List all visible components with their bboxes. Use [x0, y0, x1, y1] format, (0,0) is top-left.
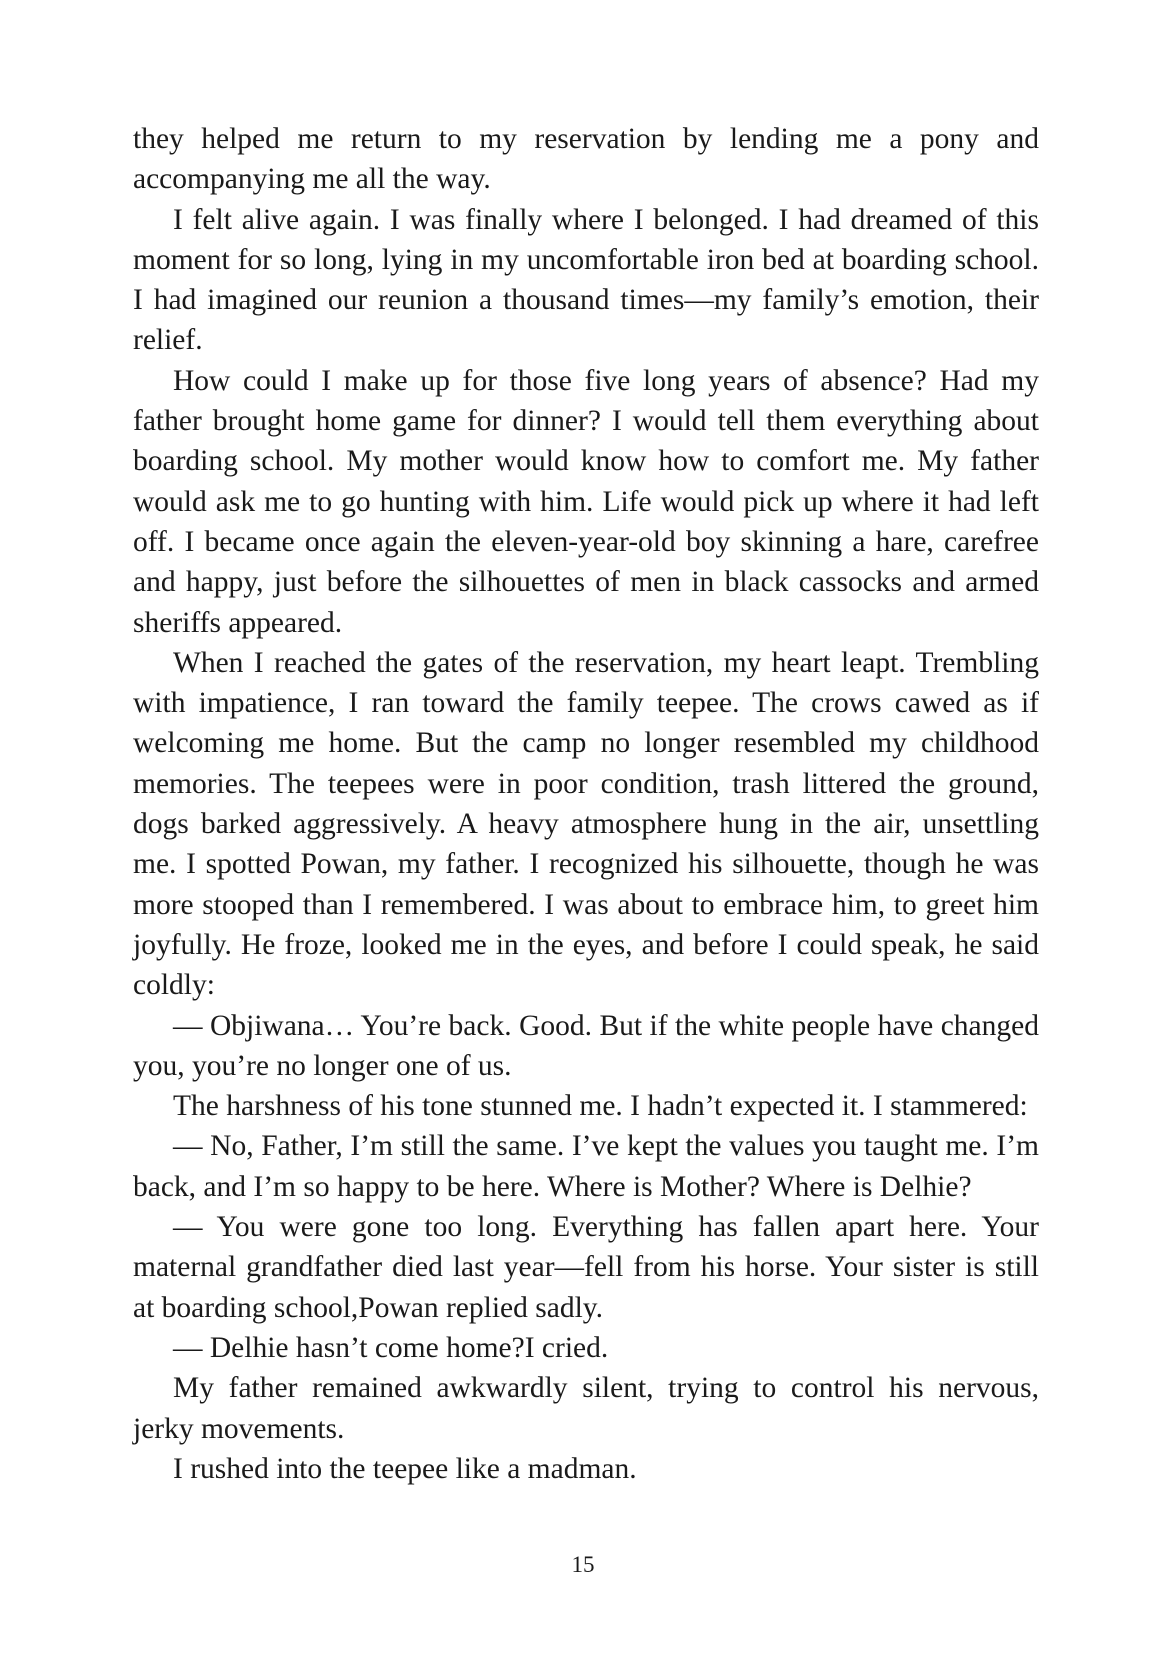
- page-number: 15: [571, 1552, 595, 1577]
- dialogue-paragraph: — No, Father, I’m still the same. I’ve kept the values you taught me. I’m back, and I’m so happy to be here. Where is Mother? Where is Delhie?: [133, 1130, 1039, 1203]
- body-text: [133, 119, 1039, 1489]
- dialogue-paragraph: — You were gone too long. Everything has fallen apart here. Your maternal grandfather died last year—fell from his horse. Your sister is still at boarding school,Powan replied sadly.: [133, 1211, 1039, 1324]
- paragraph: My father remained awkwardly silent, trying to control his nervous, jerky movements.: [133, 1372, 1039, 1445]
- paragraph-continuation: they helped me return to my reservation by lending me a pony and accompanying me all the way.: [133, 123, 1039, 196]
- paragraph: I rushed into the teepee like a madman.: [173, 1452, 637, 1485]
- paragraph: How could I make up for those five long years of absence? Had my father brought home game for dinner? I would tell them everything about boarding school. My mother would know how to comfort me. My father would ask me to go hunting with him. Life would pick up where it had left off. I became once again the eleven-year-old boy skinning a hare, carefree and happy, just before the silhouettes of men in black cassocks and armed sheriffs appeared.: [133, 364, 1039, 639]
- dialogue-paragraph: — Objiwana… You’re back. Good. But if the white people have changed you, you’re no longer one of us.: [133, 1009, 1039, 1082]
- paragraph: I felt alive again. I was finally where I belonged. I had dreamed of this moment for so long, lying in my uncomfortable iron bed at boarding school. I had imagined our reunion a thousand times—my family’s emotion, their relief.: [133, 203, 1039, 357]
- paragraph: When I reached the gates of the reservation, my heart leapt. Trembling with impatience, I ran toward the family teepee. The crows cawed as if welcoming me home. But the camp no longer resembled my childhood memories. The teepees were in poor condition, trash littered the ground, dogs barked aggressively. A heavy atmosphere hung in the air, unsettling me. I spotted Powan, my father. I recognized his silhouette, though he was more stooped than I remembered. I was about to embrace him, to greet him joyfully. He froze, looked me in the eyes, and before I could speak, he said coldly:: [133, 646, 1039, 1002]
- paragraph: The harshness of his tone stunned me. I hadn’t expected it. I stammered:: [173, 1090, 1028, 1123]
- dialogue-paragraph: — Delhie hasn’t come home?I cried.: [173, 1331, 609, 1364]
